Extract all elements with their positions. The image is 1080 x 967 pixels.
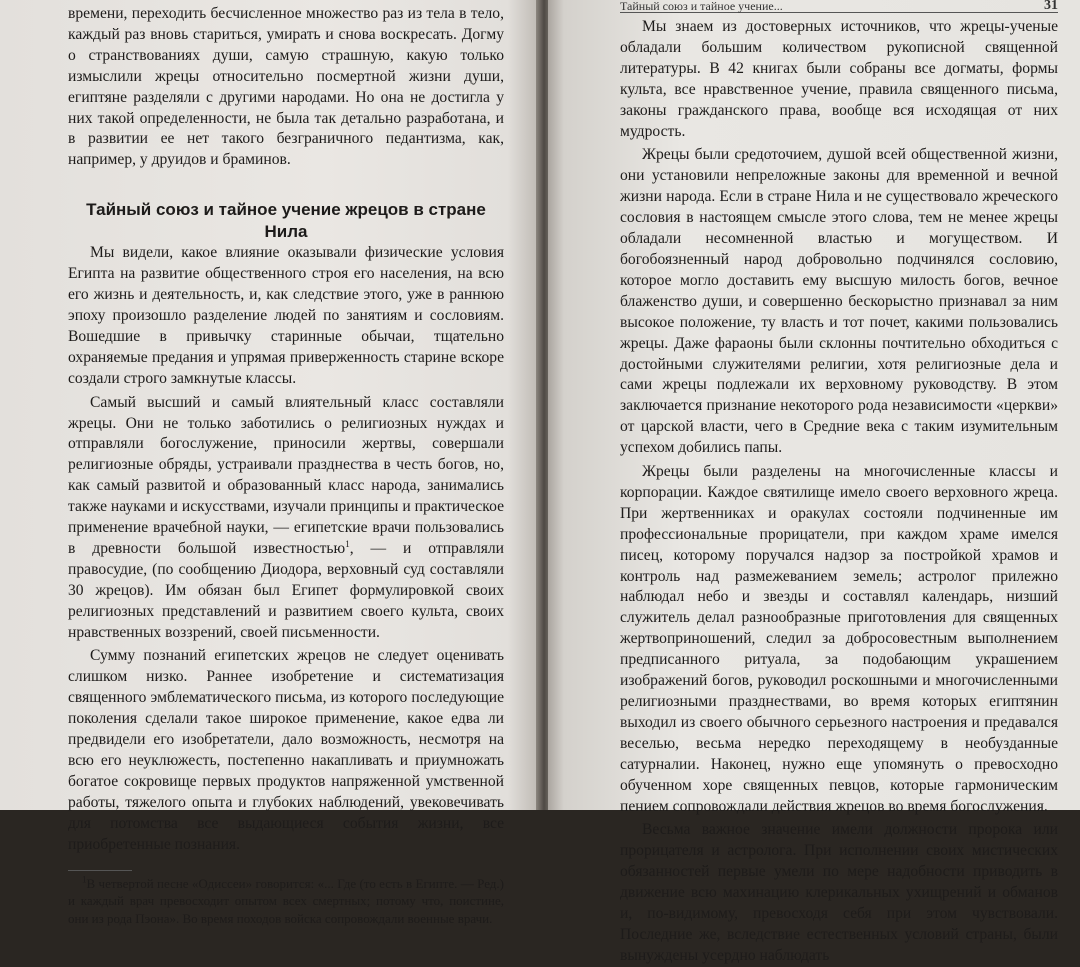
body-paragraph: Сумму познаний египетских жрецов не следует оценивать слишком низко. Раннее изобретение и систематизация священного эмблематического письма, из которого последующие поколения сделали такое широкое применение, какое едва ли предвидели его изобретатели, дало возможность, несмотря на всю его неуклюжесть, постепенно накапливать и приумножать богатое сокровище первых продуктов напряженной умственной работы, тяжелого опыта и глубоких наблюдений, увековечивать для потомства все выдающиеся события жизни, все приобретенные познания. (68, 647, 504, 853)
body-paragraph: Мы знаем из достоверных источников, что жрецы-ученые обладали большим количеством рукописной священной литературы. В 42 книгах были собраны все догматы, формы культа, все нравственное учение, правила священного письма, законы гражданского права, вообще вся исходящая от них мудрость. (620, 18, 1058, 140)
body-paragraph-with-footnote (68, 393, 504, 644)
footnote-reference: 1 (345, 538, 350, 549)
footnote (68, 875, 504, 928)
body-paragraph: Весьма важное значение имели должности пророка или прорицателя и астролога. При исполнении своих мистических обязанностей первые умели по мере надобности приводить в движение всю махинацию клерикальных ухищрений и обманов и, по-видимому, превосходя себя при этом чувствовали. Последние же, вследствие естественных условий страны, были вынуждены усердно наблюдать (620, 821, 1058, 964)
running-head-title: Тайный союз и тайное учение... (620, 0, 783, 13)
section-title: Тайный союз и тайное учение жрецов в стране Нила (86, 200, 486, 242)
left-page (0, 0, 540, 926)
running-head (620, 0, 1058, 13)
footnote-text: В четвертой песне «Одиссеи» говорится: «... Где (то есть в Египте. — Ред.) и каждый врач превосходит опытом всех смертных; потому что, поистине, они из рода Пэона». Во время походов войска сопровождали военные врачи. (68, 875, 504, 926)
right-page (548, 0, 1080, 964)
footnote-rule (68, 870, 132, 871)
paragraph-text-continued: , — и отправляли правосудие, (по сообщению Диодора, верховный суд составляли 30 жрецов). Им обязан был Египет формулировкой своих религиозных представлений и развитием своего культа, своих нравственных воззрений, своей письменности. (68, 539, 504, 641)
body-paragraph: Жрецы были разделены на многочисленные классы и корпорации. Каждое святилище имело своего верховного жреца. При жертвенниках и оракулах состояли подчиненные им профессиональные прорицатели, при каждом храме имелся писец, которому поручался надзор за постройкой храмов и контроль над размежеванием земель; астролог прилежно наблюдал небо и звезды и составлял календарь, низший служитель делал разнообразные приготовления для священных жертвоприношений, следил за добросовестным выполнением предписанного ритуала, за подобающим украшением изображений богов, руководил роскошными и многочисленными религиозными празднествами, во время которых египтянин выходил из своего обычного серьезного настроения и предавался веселью, весьма нередко переходящему в необузданные сатурналии. Наконец, нужно еще упомянуть о превосходно обученном хоре священных певцов, которые гармоническим пением сопровождали действия жрецов во время богослужения. (620, 463, 1058, 815)
paragraph-text: Самый высший и самый влиятельный класс составляли жрецы. Они не только заботились о религиозных нуждах и отправляли богослужение, приносили жертвы, совершали религиозные обряды, устраивали празднества в честь богов, но, как самый развитой и образованный класс народа, занимались также науками и искусствами, изучали принципы и практическое применение врачебной науки, — египетские врачи пользовались в древности большой известностью (68, 393, 504, 557)
footnote-marker: 1 (82, 874, 87, 885)
page-number: 31 (1044, 0, 1058, 13)
body-paragraph: Мы видели, какое влияние оказывали физические условия Египта на развитие общественного строя его населения, на всю его жизнь и деятельность, и, как следствие этого, уже в раннюю эпоху произошло разделение людей по занятиям и сословиям. Вошедшие в привычку старинные обычаи, тщательно охраняемые предания и упрямая приверженность старине вскоре создали строго замкнутые классы. (68, 244, 504, 387)
body-paragraph: Жрецы были средоточием, душой всей общественной жизни, они установили непреложные законы для временной и вечной жизни народа. Если в стране Нила и не существовало жреческого сословия в настоящем смысле этого слова, тем не менее жрецы обладали несомненной властью и могуществом. И богобоязненный народ добровольно подчинялся сословию, которое могло доставить ему высшую милость богов, вечное блаженство души, и совершенно бескорыстно признавал за ним высокое положение, ту власть и тот почет, какими пользовались жрецы. Даже фараоны были склонны почтительно обходиться с достойными служителями религии, хотя религиозные дела и сами жрецы подлежали их верховному руководству. В этом заключается признание некоторого рода независимости «церкви» от царской власти, чего в Средние века с таким изумительным успехом добились папы. (620, 146, 1058, 457)
intro-paragraph: времени, переходить бесчисленное множество раз из тела в тело, каждый раз вновь стариться, умирать и снова воскресать. Догму о странствованиях души, самую страшную, какую только измыслили жрецы относительно посмертной жизни души, египтяне разделяли с другими народами. Но она не достигла у них такой определенности, не была так детально разработана, и в развитии ее нет такого безграничного педантизма, как, например, у друидов и браминов. (68, 5, 504, 169)
